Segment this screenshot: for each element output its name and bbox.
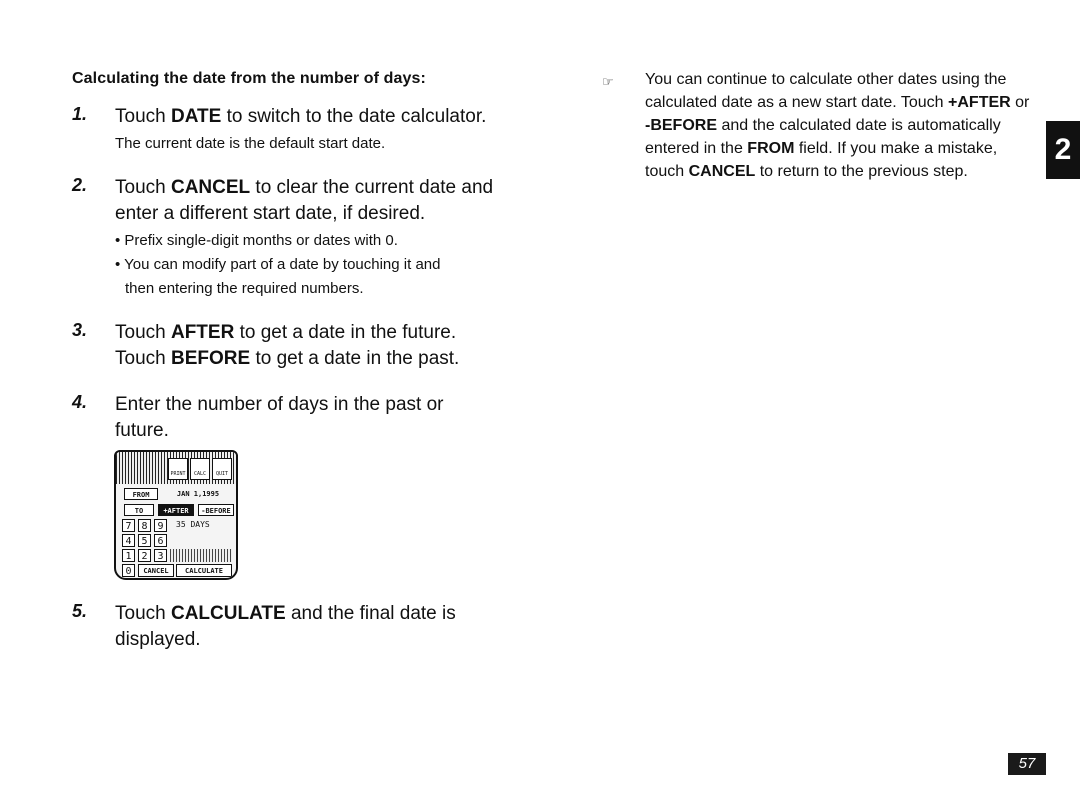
key-9: 9 bbox=[154, 519, 167, 532]
step-text: Enter the number of days in the past or future. bbox=[115, 394, 444, 441]
step-text-line2: Touch BEFORE to get a date in the past. bbox=[115, 348, 460, 369]
quit-icon: QUIT bbox=[212, 458, 232, 480]
organizer-screen-illustration bbox=[114, 450, 238, 580]
step-3 bbox=[72, 320, 512, 372]
step-5 bbox=[72, 601, 492, 653]
key-5: 5 bbox=[138, 534, 151, 547]
calc-icon: CALC bbox=[190, 458, 210, 480]
key-7: 7 bbox=[122, 519, 135, 532]
step-1 bbox=[72, 104, 512, 154]
from-label: FROM bbox=[124, 488, 158, 500]
key-2: 2 bbox=[138, 549, 151, 562]
to-label: TO bbox=[124, 504, 154, 516]
key-6: 6 bbox=[154, 534, 167, 547]
step-text: Touch CALCULATE and the final date is displayed. bbox=[115, 603, 456, 650]
step-4 bbox=[72, 392, 472, 444]
key-3: 3 bbox=[154, 549, 167, 562]
after-button: +AFTER bbox=[158, 504, 194, 516]
cancel-button: CANCEL bbox=[138, 564, 174, 577]
step-number: 1. bbox=[72, 104, 88, 124]
before-button: -BEFORE bbox=[198, 504, 234, 516]
step-number: 5. bbox=[72, 601, 88, 621]
days-value: 35 DAYS bbox=[176, 520, 210, 529]
step-number: 4. bbox=[72, 392, 88, 412]
step-number: 2. bbox=[72, 175, 88, 195]
step-number: 3. bbox=[72, 320, 88, 340]
section-heading: Calculating the date from the number of days: bbox=[72, 70, 426, 87]
display-hatch bbox=[170, 549, 232, 562]
pointing-hand-icon: ☞ bbox=[602, 74, 614, 89]
from-row bbox=[120, 488, 234, 501]
page-number: 57 bbox=[1008, 753, 1046, 775]
step-text: Touch DATE to switch to the date calculator. bbox=[115, 106, 487, 127]
step-subtext: The current date is the default start date. bbox=[115, 135, 386, 152]
step-text-line1: Touch AFTER to get a date in the future. bbox=[115, 322, 457, 343]
calculate-button: CALCULATE bbox=[176, 564, 232, 577]
bullet-item-continued: then entering the required numbers. bbox=[125, 280, 364, 297]
bullet-item: • Prefix single-digit months or dates with 0. bbox=[115, 232, 398, 249]
key-0: 0 bbox=[122, 564, 135, 577]
bullet-item: • You can modify part of a date by touching it and bbox=[115, 256, 441, 273]
from-value: JAN 1,1995 bbox=[176, 490, 220, 498]
key-1: 1 bbox=[122, 549, 135, 562]
chapter-tab: 2 bbox=[1046, 121, 1080, 179]
step-text: Touch CANCEL to clear the current date and enter a different start date, if desired. bbox=[115, 177, 494, 224]
to-row bbox=[120, 504, 234, 517]
key-8: 8 bbox=[138, 519, 151, 532]
tip-note: You can continue to calculate other dates using the calculated date as a new start date. Touch +AFTER or -BEFORE and the calculated date is automatically entered in the FROM field. If you make a mistake, touch CANCEL to return to the previous step. bbox=[645, 71, 1030, 180]
step-2 bbox=[72, 175, 512, 301]
print-icon: PRINT bbox=[168, 458, 188, 480]
key-4: 4 bbox=[122, 534, 135, 547]
